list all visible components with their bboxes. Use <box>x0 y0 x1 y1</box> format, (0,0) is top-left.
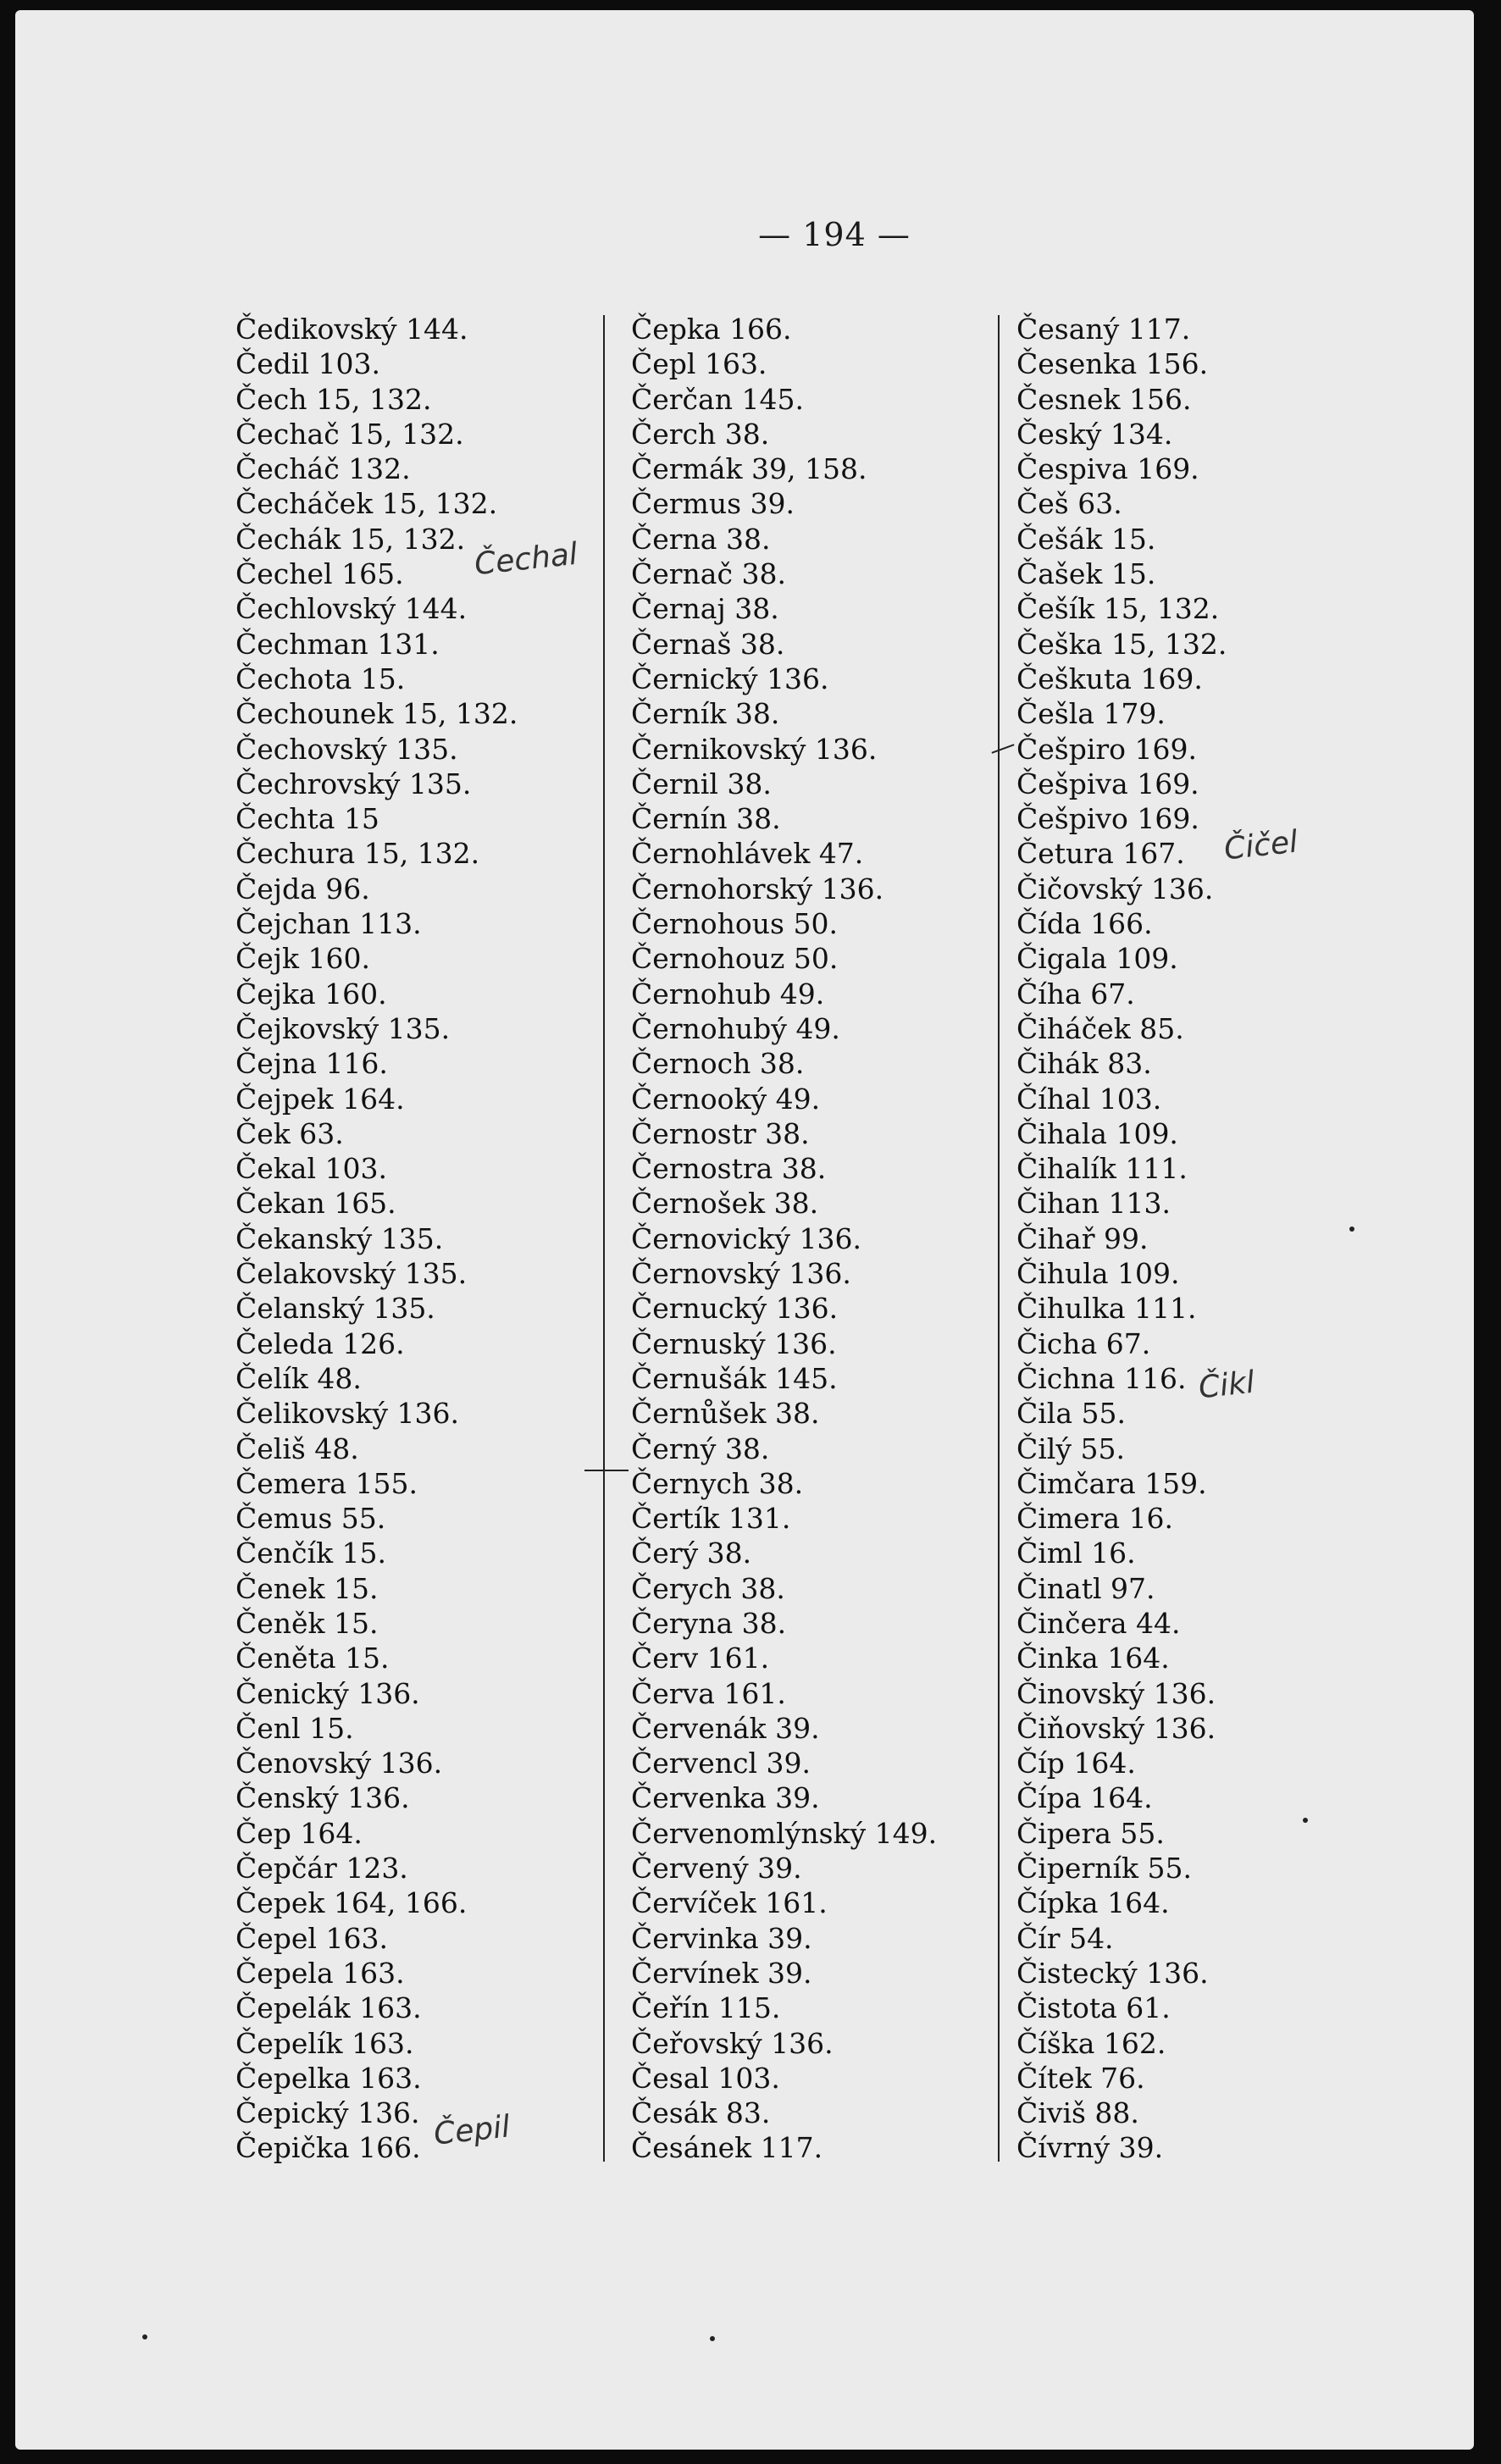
index-entry: Češpiva 169. <box>1016 767 1199 800</box>
index-entry: Čistecký 136. <box>1016 1956 1209 1990</box>
index-entry: Čír 54. <box>1016 1921 1114 1955</box>
index-entry: Čihák 83. <box>1016 1047 1152 1081</box>
page-number: — 194 — <box>758 216 911 253</box>
index-entry: Černohub 49. <box>631 977 825 1011</box>
index-entry: Čeryna 38. <box>631 1606 787 1640</box>
index-entry: Čep 164. <box>235 1816 363 1850</box>
index-entry: Čilý 55. <box>1016 1431 1125 1465</box>
index-entry: Čimčara 159. <box>1016 1466 1207 1500</box>
index-entry: Čípa 164. <box>1016 1781 1153 1815</box>
index-entry: Čicha 67. <box>1016 1326 1151 1360</box>
index-entry: Černooký 49. <box>631 1082 821 1116</box>
index-entry: Černa 38. <box>631 522 771 556</box>
index-entry: Černík 38. <box>631 697 780 731</box>
index-entry: Čechel 165. <box>235 557 404 591</box>
index-entry: Černostra 38. <box>631 1152 827 1186</box>
index-entry: Čerý 38. <box>631 1537 752 1570</box>
index-entry: Čepický 136. <box>235 2096 420 2130</box>
index-entry: Černucký 136. <box>631 1292 839 1326</box>
index-entry: Čelanský 135. <box>235 1292 435 1326</box>
index-entry: Čistota 61. <box>1016 1991 1171 2025</box>
index-entry: Červíček 161. <box>631 1886 828 1920</box>
index-entry: Čechta 15 <box>235 802 379 836</box>
index-entry: Čepelák 163. <box>235 1991 422 2025</box>
index-entry: Číška 162. <box>1016 2026 1166 2060</box>
index-entry: Čejka 160. <box>235 977 387 1011</box>
index-entry: Černohouz 50. <box>631 942 839 976</box>
index-entry: Čívrný 39. <box>1016 2131 1164 2165</box>
index-entry: Čipera 55. <box>1016 1816 1165 1850</box>
index-entry: Čejk 160. <box>235 942 370 976</box>
index-entry: Česánek 117. <box>631 2131 823 2165</box>
column-divider <box>603 315 605 2162</box>
index-entry: Červinka 39. <box>631 1921 812 1955</box>
index-entry: Čichna 116. <box>1016 1361 1187 1395</box>
index-entry: Černuský 136. <box>631 1326 837 1360</box>
index-entry: Čermák 39, 158. <box>631 452 867 486</box>
index-entry: Češák 15. <box>1016 522 1156 556</box>
index-entry: Čechounek 15, 132. <box>235 697 518 731</box>
index-entry: Čepl 163. <box>631 347 767 381</box>
index-entry: Čepelík 163. <box>235 2026 414 2060</box>
index-entry: Češ 63. <box>1016 487 1122 521</box>
index-entry: Čekal 103. <box>235 1152 387 1186</box>
index-entry: Čedikovský 144. <box>235 313 468 346</box>
index-entry: Černohubý 49. <box>631 1011 840 1045</box>
index-entry: Čermus 39. <box>631 487 795 521</box>
index-entry: Čepčár 123. <box>235 1852 408 1885</box>
index-entry: Černač 38. <box>631 557 786 591</box>
index-entry: Černaš 38. <box>631 627 785 661</box>
index-entry: Čekan 165. <box>235 1187 396 1221</box>
index-entry: Čedil 103. <box>235 347 380 381</box>
index-entry: Češkuta 169. <box>1016 662 1203 695</box>
handwritten-note: Čikl <box>1197 1365 1256 1406</box>
index-entry: Černil 38. <box>631 767 772 800</box>
index-entry: Čemera 155. <box>235 1466 418 1500</box>
index-entry: Černoch 38. <box>631 1047 805 1081</box>
index-entry: Čípka 164. <box>1016 1886 1170 1920</box>
index-entry: Číhal 103. <box>1016 1082 1162 1116</box>
ink-speck <box>1303 1818 1308 1823</box>
index-entry: Čejda 96. <box>235 872 370 905</box>
index-entry: Čejchan 113. <box>235 907 422 941</box>
index-entry: Čihan 113. <box>1016 1187 1171 1221</box>
index-entry: Čiperník 55. <box>1016 1852 1193 1885</box>
index-entry: Čecháč 132. <box>235 452 411 486</box>
index-entry: Činka 164. <box>1016 1642 1170 1675</box>
index-entry: Černohous 50. <box>631 907 838 941</box>
index-entry: Česal 103. <box>631 2061 780 2095</box>
index-entry: Češka 15, 132. <box>1016 627 1227 661</box>
index-entry: Čiňovský 136. <box>1016 1711 1216 1745</box>
index-entry: Česák 83. <box>631 2096 771 2130</box>
index-entry: Čerch 38. <box>631 417 770 451</box>
index-entry: Čejpek 164. <box>235 1082 405 1116</box>
index-entry: Čenický 136. <box>235 1676 420 1710</box>
index-entry: Černůšek 38. <box>631 1397 820 1431</box>
index-entry: Čenský 136. <box>235 1781 410 1815</box>
index-entry: Čihala 109. <box>1016 1116 1178 1150</box>
index-column-3 <box>1016 312 1372 2166</box>
index-entry: Česnek 156. <box>1016 382 1192 416</box>
index-entry: Čepelka 163. <box>235 2061 422 2095</box>
index-entry: Červenka 39. <box>631 1781 820 1815</box>
handwritten-note: Čepil <box>432 2109 512 2152</box>
index-entry: Český 134. <box>1016 417 1173 451</box>
ink-speck <box>710 2336 715 2341</box>
index-entry: Čech 15, 132. <box>235 382 432 416</box>
index-entry: Čechlovský 144. <box>235 592 468 626</box>
index-entry: Černohorský 136. <box>631 872 884 905</box>
index-entry: Čiviš 88. <box>1016 2096 1139 2130</box>
column-divider <box>998 315 1000 2162</box>
index-entry: Čihula 109. <box>1016 1257 1180 1291</box>
index-entry: Čašek 15. <box>1016 557 1156 591</box>
index-entry: Čítek 76. <box>1016 2061 1145 2095</box>
index-entry: Četura 167. <box>1016 837 1185 871</box>
index-entry: Černošek 38. <box>631 1187 819 1221</box>
index-entry: Čechrovský 135. <box>235 767 472 800</box>
ink-speck <box>142 2334 147 2339</box>
index-entry: Čeliš 48. <box>235 1431 359 1465</box>
index-entry: Čecháček 15, 132. <box>235 487 498 521</box>
index-entry: Čihulka 111. <box>1016 1292 1197 1326</box>
handwritten-note: Čičel <box>1222 824 1299 867</box>
index-entry: Čelík 48. <box>235 1361 362 1395</box>
index-entry: Češík 15, 132. <box>1016 592 1220 626</box>
index-entry: Ček 63. <box>235 1116 344 1150</box>
index-entry: Čelakovský 135. <box>235 1257 468 1291</box>
index-entry: Černaj 38. <box>631 592 779 626</box>
index-entry: Čičovský 136. <box>1016 872 1214 905</box>
index-entry: Česaný 117. <box>1016 313 1191 346</box>
index-entry: Čechovský 135. <box>235 732 458 766</box>
index-column-2 <box>631 312 987 2166</box>
index-entry: Čechota 15. <box>235 662 406 695</box>
index-entry: Čila 55. <box>1016 1397 1127 1431</box>
index-entry: Čechač 15, 132. <box>235 417 464 451</box>
index-entry: Červený 39. <box>631 1852 802 1885</box>
index-entry: Čenčík 15. <box>235 1537 387 1570</box>
index-entry: Čenl 15. <box>235 1711 354 1745</box>
index-entry: Čeněk 15. <box>235 1606 379 1640</box>
index-entry: Činatl 97. <box>1016 1571 1155 1605</box>
index-column-1 <box>235 312 591 2166</box>
index-entry: Čejkovský 135. <box>235 1011 451 1045</box>
index-entry: Čiml 16. <box>1016 1537 1136 1570</box>
index-entry: Černý 38. <box>631 1431 770 1465</box>
index-entry: Černický 136. <box>631 662 829 695</box>
index-entry: Čechman 131. <box>235 627 440 661</box>
index-entry: Čepel 163. <box>235 1921 388 1955</box>
index-entry: Čimera 16. <box>1016 1502 1174 1536</box>
ink-speck <box>1349 1226 1354 1232</box>
handwritten-note: Čechal <box>473 536 579 583</box>
index-entry: Češpivo 169. <box>1016 802 1199 836</box>
index-entry: Čeřín 115. <box>631 1991 781 2025</box>
index-entry: Čespiva 169. <box>1016 452 1199 486</box>
index-entry: Čelikovský 136. <box>235 1397 459 1431</box>
index-entry: Čeleda 126. <box>235 1326 405 1360</box>
index-entry: Česenka 156. <box>1016 347 1209 381</box>
index-entry: Číp 164. <box>1016 1747 1136 1780</box>
index-entry: Černych 38. <box>631 1466 804 1500</box>
index-entry: Černostr 38. <box>631 1116 810 1150</box>
index-entry: Čenovský 136. <box>235 1747 443 1780</box>
index-entry: Čepička 166. <box>235 2131 421 2165</box>
index-entry: Černohlávek 47. <box>631 837 864 871</box>
index-entry: Červa 161. <box>631 1676 786 1710</box>
index-entry: Čepela 163. <box>235 1956 405 1990</box>
index-entry: Čída 166. <box>1016 907 1153 941</box>
index-entry: Čejna 116. <box>235 1047 388 1081</box>
index-entry: Čepka 166. <box>631 313 792 346</box>
index-entry: Číha 67. <box>1016 977 1135 1011</box>
index-entry: Červ 161. <box>631 1642 770 1675</box>
index-entry: Čeněta 15. <box>235 1642 390 1675</box>
index-entry: Čihař 99. <box>1016 1221 1149 1255</box>
index-entry: Čechura 15, 132. <box>235 837 480 871</box>
index-entry: Čepek 164, 166. <box>235 1886 468 1920</box>
index-entry: Červencl 39. <box>631 1747 811 1780</box>
index-entry: Červenák 39. <box>631 1711 820 1745</box>
index-entry: Černovský 136. <box>631 1257 851 1291</box>
index-entry: Čihalík 111. <box>1016 1152 1188 1186</box>
index-entry: Čertík 131. <box>631 1502 791 1536</box>
index-entry: Čechák 15, 132. <box>235 522 466 556</box>
index-entry: Černovický 136. <box>631 1221 861 1255</box>
index-entry: Černušák 145. <box>631 1361 838 1395</box>
index-entry: Češla 179. <box>1016 697 1166 731</box>
index-entry: Čenek 15. <box>235 1571 379 1605</box>
index-entry: Červenomlýnský 149. <box>631 1816 938 1850</box>
index-entry: Černín 38. <box>631 802 781 836</box>
index-entry: Červínek 39. <box>631 1956 812 1990</box>
pencil-mark <box>584 1470 629 1471</box>
index-entry: Čigala 109. <box>1016 942 1178 976</box>
index-entry: Čerych 38. <box>631 1571 785 1605</box>
index-entry: Češpiro 169. <box>1016 732 1198 766</box>
index-entry: Čiháček 85. <box>1016 1011 1184 1045</box>
index-entry: Čerčan 145. <box>631 382 804 416</box>
index-entry: Čeřovský 136. <box>631 2026 834 2060</box>
index-entry: Činčera 44. <box>1016 1606 1181 1640</box>
index-entry: Činovský 136. <box>1016 1676 1216 1710</box>
index-entry: Čemus 55. <box>235 1502 386 1536</box>
index-entry: Černikovský 136. <box>631 732 878 766</box>
index-entry: Čekanský 135. <box>235 1221 444 1255</box>
